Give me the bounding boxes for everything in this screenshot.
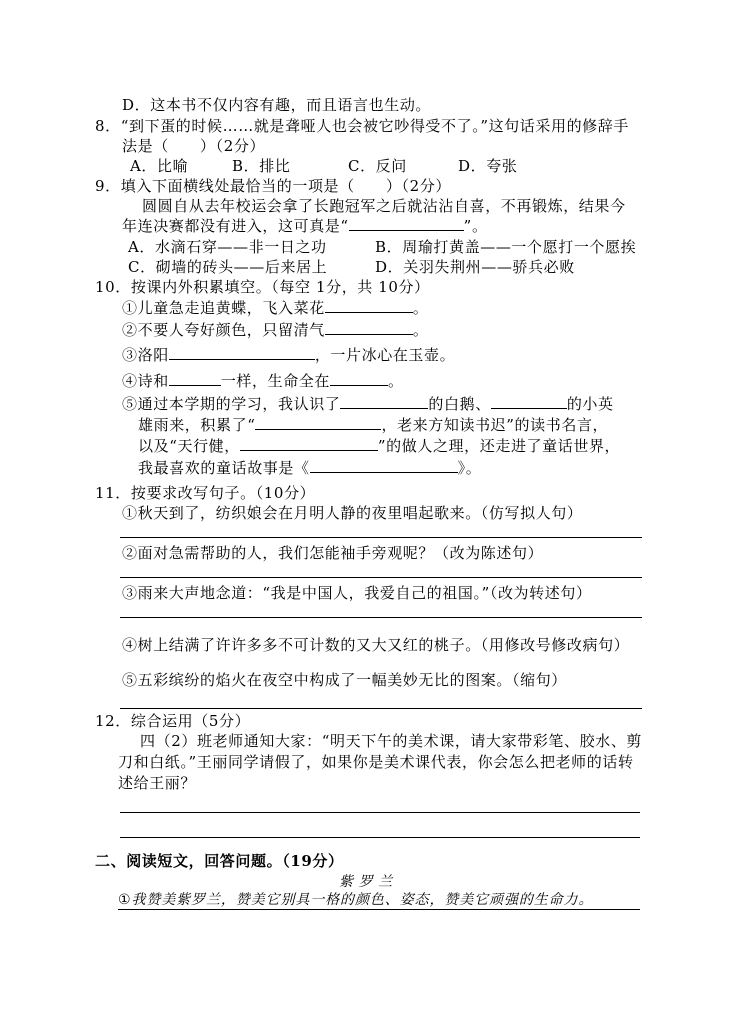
q9-passage-line2	[122, 216, 488, 236]
q10-item4-text: ④诗和	[122, 372, 169, 390]
q10-item3-text: ③洛阳	[122, 346, 169, 364]
q10-item3	[122, 345, 455, 365]
q8-stem-line2: 法是（ ）（2分）	[122, 137, 266, 155]
q10-item4-middle: 一样，生命全在	[220, 372, 331, 390]
q10-item5-text2: 的白鹅、	[428, 395, 491, 413]
q9-option-b: B．周瑜打黄盖——一个愿打一个愿挨	[375, 238, 637, 256]
passage-line1: ①我赞美紫罗兰，赞美它别具一格的颜色、姿态，赞美它顽强的生命力。	[118, 892, 594, 908]
q9-blank[interactable]	[349, 216, 464, 231]
q10-item2-blank[interactable]	[325, 320, 413, 335]
q10-item1-blank[interactable]	[325, 298, 413, 313]
q11-answer-line3[interactable]	[120, 617, 642, 618]
q11-item2: ②面对急需帮助的人，我们怎能袖手旁观呢？（改为陈述句）	[122, 544, 544, 562]
q9-passage-text: 年连决赛都没有进入，这可真是“	[122, 217, 349, 235]
q10-item4	[122, 371, 404, 391]
q10-item2	[122, 320, 428, 340]
q8-option-b: B．排比	[232, 157, 291, 175]
q11-item1: ①秋天到了，纺织娘会在月明人静的夜里唱起歌来。（仿写拟人句）	[122, 504, 583, 522]
q8-option-d: D．夸张	[458, 157, 518, 175]
q12-answer-line1[interactable]	[120, 812, 640, 813]
q12-text-line3: 述给王丽？	[118, 774, 197, 792]
passage-title: 紫 罗 兰	[339, 874, 393, 890]
q10-item5-line4	[138, 458, 481, 478]
q10-item5-text6: 以及“天行健，	[138, 437, 240, 455]
q10-item4-blank1[interactable]	[169, 371, 221, 386]
q10-item5-line3	[138, 436, 620, 456]
q10-item5-line2	[138, 415, 608, 435]
q10-item3-end: ，一片冰心在玉壶。	[314, 346, 456, 364]
q10-item5-blank1[interactable]	[340, 394, 428, 409]
q10-item5-text4: 雄雨来，积累了“	[138, 416, 256, 434]
q10-item5-blank4[interactable]	[240, 436, 378, 451]
q10-item4-blank2[interactable]	[330, 371, 388, 386]
q10-item5-text5: ，老来方知读书迟”的读书名言，	[381, 416, 609, 434]
q9-option-a: A．水滴石穿——非一日之功	[128, 238, 327, 256]
q10-item5-text3: 的小英	[566, 395, 614, 413]
q9-passage-line1: 圆圆自从去年校运会拿了长跑冠军之后就沾沾自喜，不再锻炼，结果今	[142, 197, 626, 215]
q10-item5-text8: 我最喜欢的童话故事是《	[138, 459, 310, 477]
passage-underline	[118, 909, 640, 910]
q10-item2-end: 。	[412, 321, 429, 339]
q9-option-d: D．关羽失荆州——骄兵必败	[375, 258, 575, 276]
q9-passage-end: ”。	[463, 217, 488, 235]
q8-stem-line1: 8．“到下蛋的时候……就是聋哑人也会被它吵得受不了。”这句话采用的修辞手	[95, 117, 629, 135]
q10-item1	[122, 298, 428, 318]
q11-item3: ③雨来大声地念道：“我是中国人，我爱自己的祖国。”（改为转述句）	[122, 584, 592, 602]
q9-option-c: C．砌墙的砖头——后来居上	[128, 258, 328, 276]
q10-item5-text: ⑤通过本学期的学习，我认识了	[122, 395, 341, 413]
q10-item3-blank[interactable]	[169, 345, 315, 360]
q10-item5-line1	[122, 394, 614, 414]
q12-title: 12．综合运用（5分）	[95, 712, 251, 730]
q7-option-d: D．这本书不仅内容有趣，而且语言也生动。	[122, 96, 432, 114]
q10-item5-text7: ”的做人之理，还走进了童话世界，	[377, 437, 621, 455]
q10-item5-blank2[interactable]	[491, 394, 567, 409]
q10-item5-blank5[interactable]	[310, 458, 458, 473]
q10-item4-end: 。	[388, 372, 404, 390]
q11-item5: ⑤五彩缤纷的焰火在夜空中构成了一幅美妙无比的图案。（缩句）	[122, 671, 567, 689]
q10-item5-end: 》。	[457, 459, 482, 477]
q10-title: 10．按课内外积累填空。（每空 1分，共 10分）	[95, 278, 430, 296]
section2-heading: 二、阅读短文，回答问题。（19分）	[95, 852, 344, 870]
q11-item4: ④树上结满了许许多多不可计数的又大又红的桃子。（用修改号修改病句）	[122, 636, 630, 654]
q8-option-c: C．反问	[348, 157, 407, 175]
q11-answer-line1[interactable]	[120, 537, 642, 538]
q12-answer-line2[interactable]	[120, 837, 640, 838]
q10-item2-text: ②不要人夸好颜色，只留清气	[122, 321, 325, 339]
q10-item1-end: 。	[412, 299, 429, 317]
q11-answer-line5[interactable]	[120, 708, 642, 709]
q8-option-a: A．比喻	[130, 157, 189, 175]
q11-answer-line2[interactable]	[120, 577, 642, 578]
q9-stem: 9．填入下面横线处最恰当的一项是（ ）（2分）	[95, 177, 451, 195]
q11-title: 11．按要求改写句子。（10分）	[95, 484, 316, 502]
q10-item5-blank3[interactable]	[255, 415, 381, 430]
q12-text-line2: 刀和白纸。”王丽同学请假了，如果你是美术课代表，你会怎么把老师的话转	[118, 753, 634, 771]
q10-item1-text: ①儿童急走追黄蝶，飞入菜花	[122, 299, 325, 317]
q12-text-line1: 四（2）班老师通知大家：“明天下午的美术课，请大家带彩笔、胶水、剪	[140, 732, 643, 750]
